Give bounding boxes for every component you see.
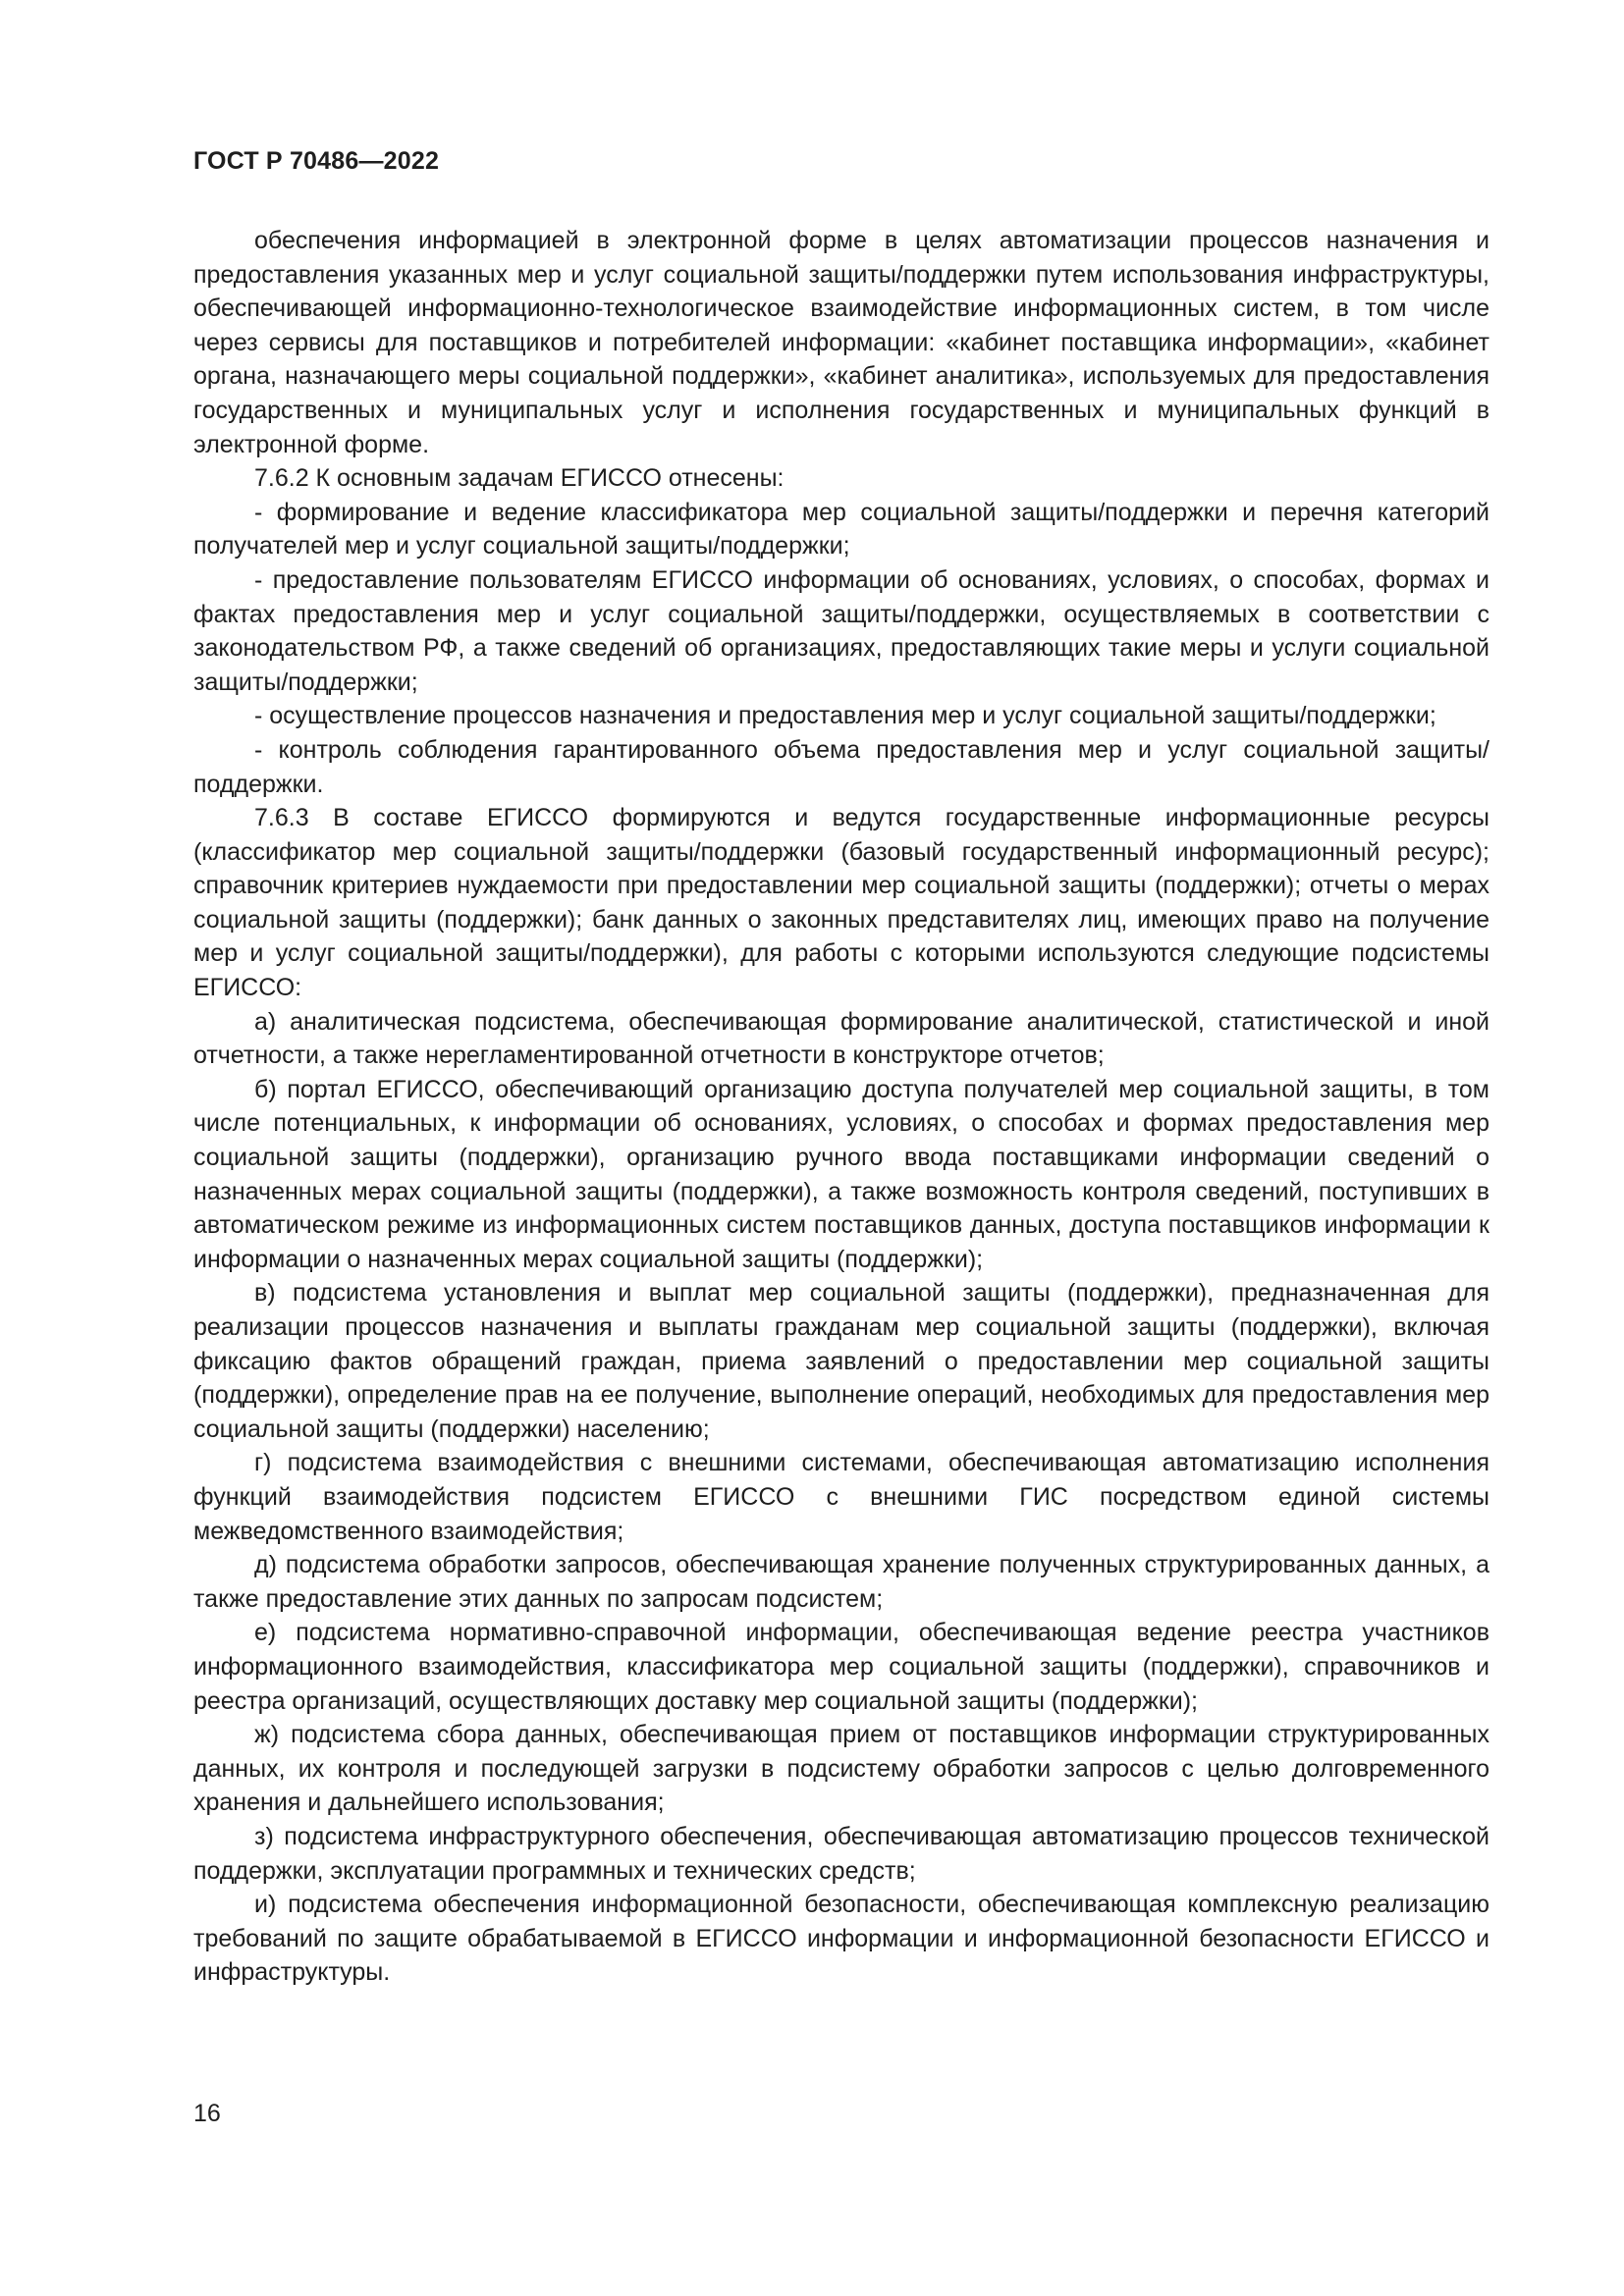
document-header: ГОСТ Р 70486—2022 bbox=[193, 147, 440, 175]
list-item-subsystem-v: в) подсистема установления и выплат мер социальной защиты (поддержки), предназначенная для реализации процессов назначения и выплаты гражданам мер социальной защиты (поддержки), включая фиксацию фактов обращений граждан, приема заявлений о предоставлении мер социальной защиты (поддержки), определение прав на ее получение, выполнение операций, необходимых для предоставления мер социальной защиты (поддержки) населению; bbox=[193, 1279, 1489, 1443]
list-item-subsystem-a: а) аналитическая подсистема, обеспечивающая формирование аналитической, статистической и иной отчетности, а также нерегламентированной отчетности в конструкторе отчетов; bbox=[193, 1007, 1489, 1070]
list-item-task-information: - предоставление пользователям ЕГИССО информации об основаниях, условиях, о способах, формах и фактах предоставления мер и услуг социальной защиты/поддержки, осуществляемых в соответствии с законодательством РФ, а также сведений об организациях, предоставляющих такие меры и услуги социальной защиты/поддержки; bbox=[193, 565, 1489, 696]
list-item-task-control: - контроль соблюдения гарантированного объема предоставления мер и услуг социальной защиты/поддержки. bbox=[193, 735, 1489, 798]
list-item-subsystem-z: з) подсистема инфраструктурного обеспечения, обеспечивающая автоматизацию процессов технической поддержки, эксплуатации программных и технических средств; bbox=[193, 1822, 1489, 1885]
document-body bbox=[193, 224, 1489, 1990]
page-number: 16 bbox=[193, 2100, 221, 2127]
list-item-task-processes: - осуществление процессов назначения и предоставления мер и услуг социальной защиты/поддержки; bbox=[254, 702, 1436, 730]
list-item-subsystem-zh: ж) подсистема сбора данных, обеспечивающая прием от поставщиков информации структурированных данных, их контроля и последующей загрузки в подсистему обработки запросов с целью долговременного хранения и дальнейшего использования; bbox=[193, 1721, 1489, 1817]
paragraph-7-6-2: 7.6.2 К основным задачам ЕГИССО отнесены: bbox=[254, 464, 785, 493]
list-item-task-classifier: - формирование и ведение классификатора мер социальной защиты/поддержки и перечня категорий получателей мер и услуг социальной защиты/поддержки; bbox=[193, 498, 1489, 561]
list-item-subsystem-g: г) подсистема взаимодействия с внешними системами, обеспечивающая автоматизацию исполнения функций взаимодействия подсистем ЕГИССО с внешними ГИС посредством единой системы межведомственного взаимодействия; bbox=[193, 1449, 1489, 1545]
list-item-subsystem-b: б) портал ЕГИССО, обеспечивающий организацию доступа получателей мер социальной защиты, в том числе потенциальных, к информации об основаниях, условиях, о способах и формах предоставления мер социальной защиты (поддержки), организацию ручного ввода поставщиками информации сведений о назначенных мерах социальной защиты (поддержки), а также возможность контроля сведений, поступивших в автоматическом режиме из информационных систем поставщиков данных, доступа поставщиков информации к информации о назначенных мерах социальной защиты (поддержки); bbox=[193, 1075, 1489, 1273]
paragraph-7-6-3: 7.6.3 В составе ЕГИССО формируются и ведутся государственные информационные ресурсы (классификатор мер социальной защиты/поддержки (базовый государственный информационный ресурс); справочник критериев нуждаемости при предоставлении мер социальной защиты (поддержки); отчеты о мерах социальной защиты (поддержки); банк данных о законных представителях лиц, имеющих право на получение мер и услуг социальной защиты/поддержки), для работы с которыми используются следующие подсистемы ЕГИССО: bbox=[193, 804, 1489, 1002]
list-item-subsystem-d: д) подсистема обработки запросов, обеспечивающая хранение полученных структурированных данных, а также предоставление этих данных по запросам подсистем; bbox=[193, 1551, 1489, 1613]
list-item-subsystem-i: и) подсистема обеспечения информационной безопасности, обеспечивающая комплексную реализацию требований по защите обрабатываемой в ЕГИССО информации и информационной безопасности ЕГИССО и инфраструктуры. bbox=[193, 1891, 1489, 1987]
paragraph-intro-continuation: обеспечения информацией в электронной форме в целях автоматизации процессов назначения и предоставления указанных мер и услуг социальной защиты/поддержки путем использования инфраструктуры, обеспечивающей информационно-технологическое взаимодействие информационных систем, в том числе через сервисы для поставщиков и потребителей информации: «кабинет поставщика информации», «кабинет органа, назначающего меры социальной поддержки», «кабинет аналитика», используемых для предоставления государственных и муниципальных услуг и исполнения государственных и муниципальных функций в электронной форме. bbox=[193, 227, 1489, 458]
list-item-subsystem-e: е) подсистема нормативно-справочной информации, обеспечивающая ведение реестра участников информационного взаимодействия, классификатора мер социальной защиты (поддержки), справочников и реестра организаций, осуществляющих доставку мер социальной защиты (поддержки); bbox=[193, 1619, 1489, 1715]
